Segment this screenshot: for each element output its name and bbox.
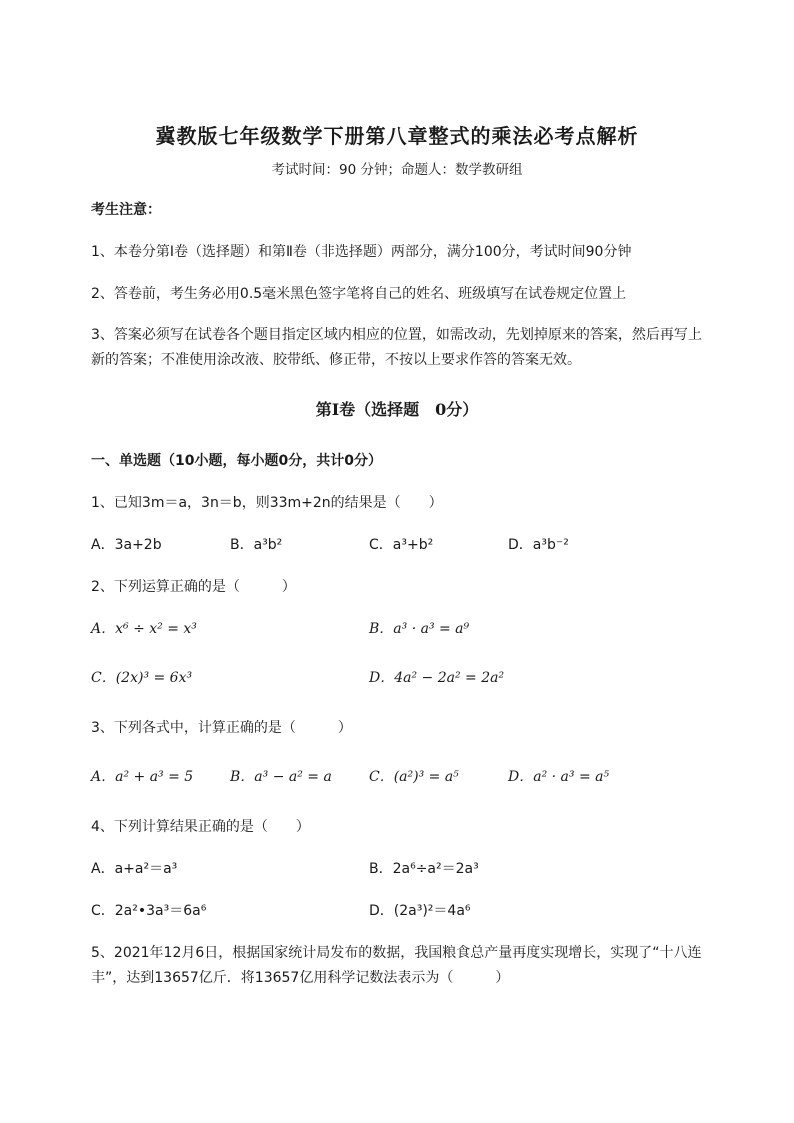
q2-option-b: B．a³ · a³ = a⁹ — [369, 621, 470, 637]
q2-option-d: D．4a² − 2a² = 2a² — [369, 670, 505, 686]
section-title: 第Ⅰ卷（选择题 0分） — [315, 400, 479, 419]
q4-option-c: C．2a²•3a³＝6a⁶ — [91, 903, 207, 919]
part-heading: 一、单选题（10小题，每小题0分，共计0分） — [91, 453, 382, 469]
q1-option-b: B．a³b² — [230, 537, 283, 553]
question-3-stem: 3、下列各式中，计算正确的是（ ） — [91, 720, 352, 736]
q3-option-b: B．a³ − a² = a — [230, 769, 332, 785]
question-2-stem: 2、下列运算正确的是（ ） — [91, 579, 296, 595]
notice-item-2: 2、答卷前，考生务必用0.5毫米黑色签字笔将自己的姓名、班级填写在试卷规定位置上 — [91, 286, 627, 302]
exam-info: 考试时间：90 分钟；命题人：数学教研组 — [271, 162, 523, 178]
q3-option-d: D．a² · a³ = a⁵ — [508, 769, 610, 785]
q4-option-a: A．a+a²＝a³ — [91, 861, 178, 877]
page-title: 冀教版七年级数学下册第八章整式的乘法必考点解析 — [155, 124, 639, 148]
q1-option-c: C．a³+b² — [369, 537, 434, 553]
q3-option-a: A．a² + a³ = 5 — [91, 769, 194, 785]
q3-option-c: C．(a²)³ = a⁵ — [369, 769, 459, 785]
q2-option-c: C．(2x)³ = 6x³ — [91, 670, 193, 686]
notice-heading: 考生注意： — [91, 202, 161, 218]
q2-option-a: A．x⁶ ÷ x² = x³ — [91, 621, 197, 637]
question-1-stem: 1、已知3m＝a，3n＝b，则33m+2n的结果是（ ） — [91, 495, 443, 511]
question-5-stem: 5、2021年12月6日，根据国家统计局发布的数据，我国粮食总产量再度实现增长，实现了“十八连丰”，达到13657亿斤．将13657亿用科学记数法表示为（ ） — [91, 945, 702, 986]
notice-item-1: 1、本卷分第Ⅰ卷（选择题）和第Ⅱ卷（非选择题）两部分，满分100分，考试时间90分钟 — [91, 244, 632, 260]
notice-item-3: 3、答案必须写在试卷各个题目指定区域内相应的位置，如需改动，先划掉原来的答案，然后再写上新的答案；不准使用涂改液、胶带纸、修正带，不按以上要求作答的答案无效。 — [91, 327, 702, 368]
q4-option-d: D．(2a³)²＝4a⁶ — [369, 903, 471, 919]
q1-option-a: A．3a+2b — [91, 537, 162, 553]
q4-option-b: B．2a⁶÷a²＝2a³ — [369, 861, 479, 877]
q1-option-d: D．a³b⁻² — [508, 537, 569, 553]
question-4-stem: 4、下列计算结果正确的是（ ） — [91, 819, 310, 835]
